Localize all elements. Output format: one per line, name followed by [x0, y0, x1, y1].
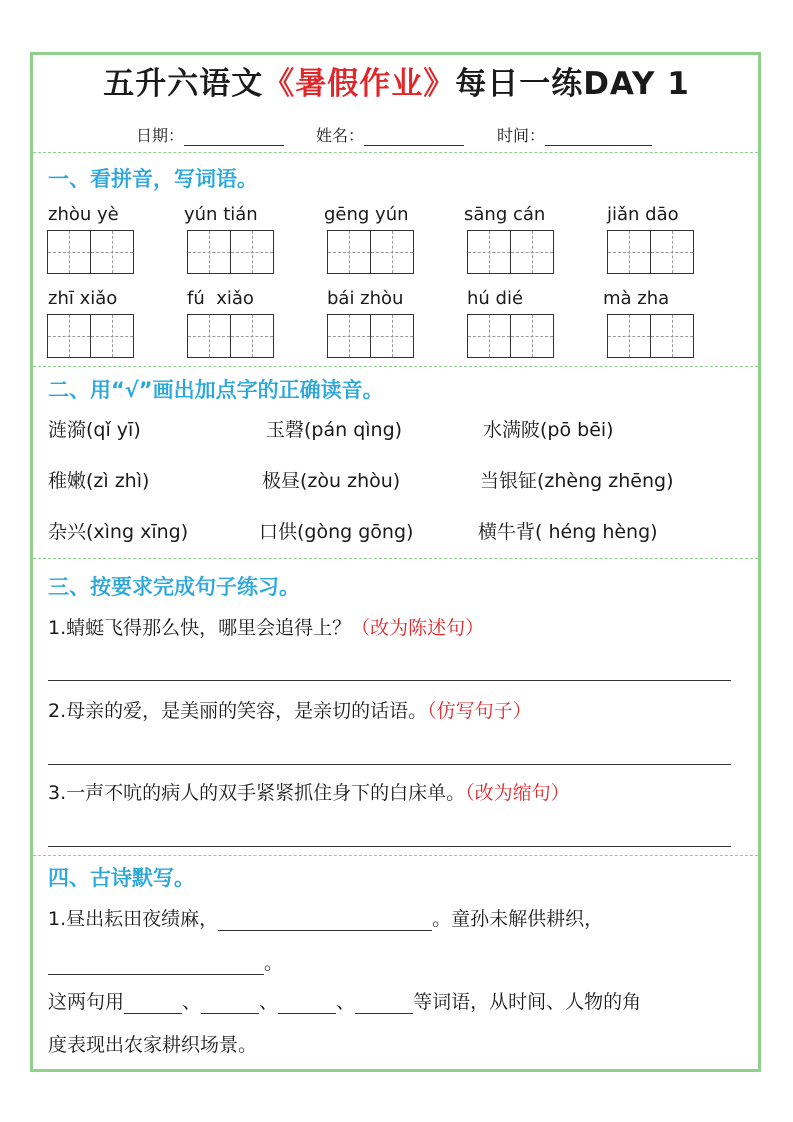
fill-blank[interactable] — [355, 993, 413, 1014]
character-grid[interactable] — [187, 230, 272, 274]
character-grid[interactable] — [327, 314, 412, 358]
character-grid[interactable] — [47, 230, 132, 274]
character-grid[interactable] — [327, 230, 412, 274]
fill-blank[interactable] — [201, 993, 259, 1014]
fill-blank[interactable] — [218, 910, 432, 931]
fill-blank[interactable] — [48, 954, 264, 975]
pinyin-label: zhī xiǎo — [48, 288, 118, 309]
instruction-hint: （改为缩句） — [465, 782, 570, 804]
divider — [33, 366, 758, 367]
instruction-hint: （改为陈述句） — [351, 617, 485, 639]
pinyin-label: sāng cán — [464, 204, 546, 225]
divider — [33, 152, 758, 153]
fill-blank[interactable] — [278, 993, 336, 1014]
title-suffix: 每日一练DAY 1 — [455, 66, 690, 102]
name-label: 姓名： — [316, 126, 365, 145]
divider — [33, 855, 758, 856]
time-label: 时间： — [497, 126, 546, 145]
section-heading: 二、用“√”画出加点字的正确读音。 — [48, 378, 384, 402]
character-grid[interactable] — [467, 314, 552, 358]
section-heading: 四、古诗默写。 — [48, 866, 195, 890]
pinyin-label: jiǎn dāo — [607, 204, 679, 225]
reading-option[interactable]: 水满陂(pō bēi) — [483, 419, 614, 441]
reading-option[interactable]: 口供(gòng gōng) — [259, 521, 414, 543]
poem-question-continued: 度表现出农家耕织场景。 — [48, 1034, 258, 1056]
date-field — [136, 123, 284, 146]
reading-option[interactable]: 横牛背( héng hèng) — [478, 521, 658, 543]
section-heading: 三、按要求完成句子练习。 — [48, 575, 300, 599]
reading-option[interactable]: 涟漪(qǐ yī) — [48, 419, 141, 441]
reading-option[interactable]: 杂兴(xìng xīng) — [48, 521, 189, 543]
name-blank[interactable] — [364, 129, 464, 146]
exercise-question-3: 3.一声不吭的病人的双手紧紧抓住身下的白床单。（改为缩句） — [48, 782, 570, 804]
pinyin-label: fú xiǎo — [187, 288, 254, 309]
reading-option[interactable]: 当银钲(zhèng zhēng) — [480, 470, 674, 492]
title-highlight: 《暑假作业》 — [263, 66, 456, 102]
poem-question: 这两句用 、 、 、 等词语，从时间、人物的角 — [48, 991, 642, 1013]
reading-option[interactable]: 玉磬(pán qìng) — [266, 419, 403, 441]
reading-option[interactable]: 极昼(zòu zhòu) — [262, 470, 401, 492]
reading-option[interactable]: 稚嫩(zì zhì) — [48, 470, 150, 492]
character-grid[interactable] — [607, 314, 692, 358]
section-heading: 一、看拼音，写词语。 — [48, 167, 258, 191]
answer-line[interactable] — [48, 764, 731, 765]
divider — [33, 558, 758, 559]
fill-blank[interactable] — [124, 993, 182, 1014]
character-grid[interactable] — [187, 314, 272, 358]
poem-line-1: 1.昼出耘田夜绩麻， 。童孙未解供耕织， — [48, 908, 604, 930]
time-blank[interactable] — [545, 129, 652, 146]
pinyin-label: gēng yún — [324, 204, 409, 225]
exercise-question-2: 2.母亲的爱，是美丽的笑容，是亲切的话语。（仿写句子） — [48, 700, 532, 722]
poem-line-2: 。 — [48, 948, 283, 975]
time-field — [497, 123, 652, 146]
pinyin-label: zhòu yè — [48, 204, 119, 225]
instruction-hint: （仿写句子） — [427, 700, 532, 722]
page-title — [0, 58, 793, 103]
answer-line[interactable] — [48, 680, 731, 681]
title-prefix: 五升六语文 — [103, 66, 264, 102]
date-label: 日期： — [136, 126, 185, 145]
exercise-question-1: 1.蜻蜓飞得那么快，哪里会追得上？（改为陈述句） — [48, 617, 485, 639]
answer-line[interactable] — [48, 846, 731, 847]
character-grid[interactable] — [607, 230, 692, 274]
character-grid[interactable] — [47, 314, 132, 358]
name-field — [316, 123, 464, 146]
pinyin-label: bái zhòu — [327, 288, 404, 309]
character-grid[interactable] — [467, 230, 552, 274]
pinyin-label: yún tián — [184, 204, 258, 225]
pinyin-label: mà zha — [603, 288, 670, 309]
date-blank[interactable] — [184, 129, 284, 146]
pinyin-label: hú dié — [467, 288, 524, 309]
